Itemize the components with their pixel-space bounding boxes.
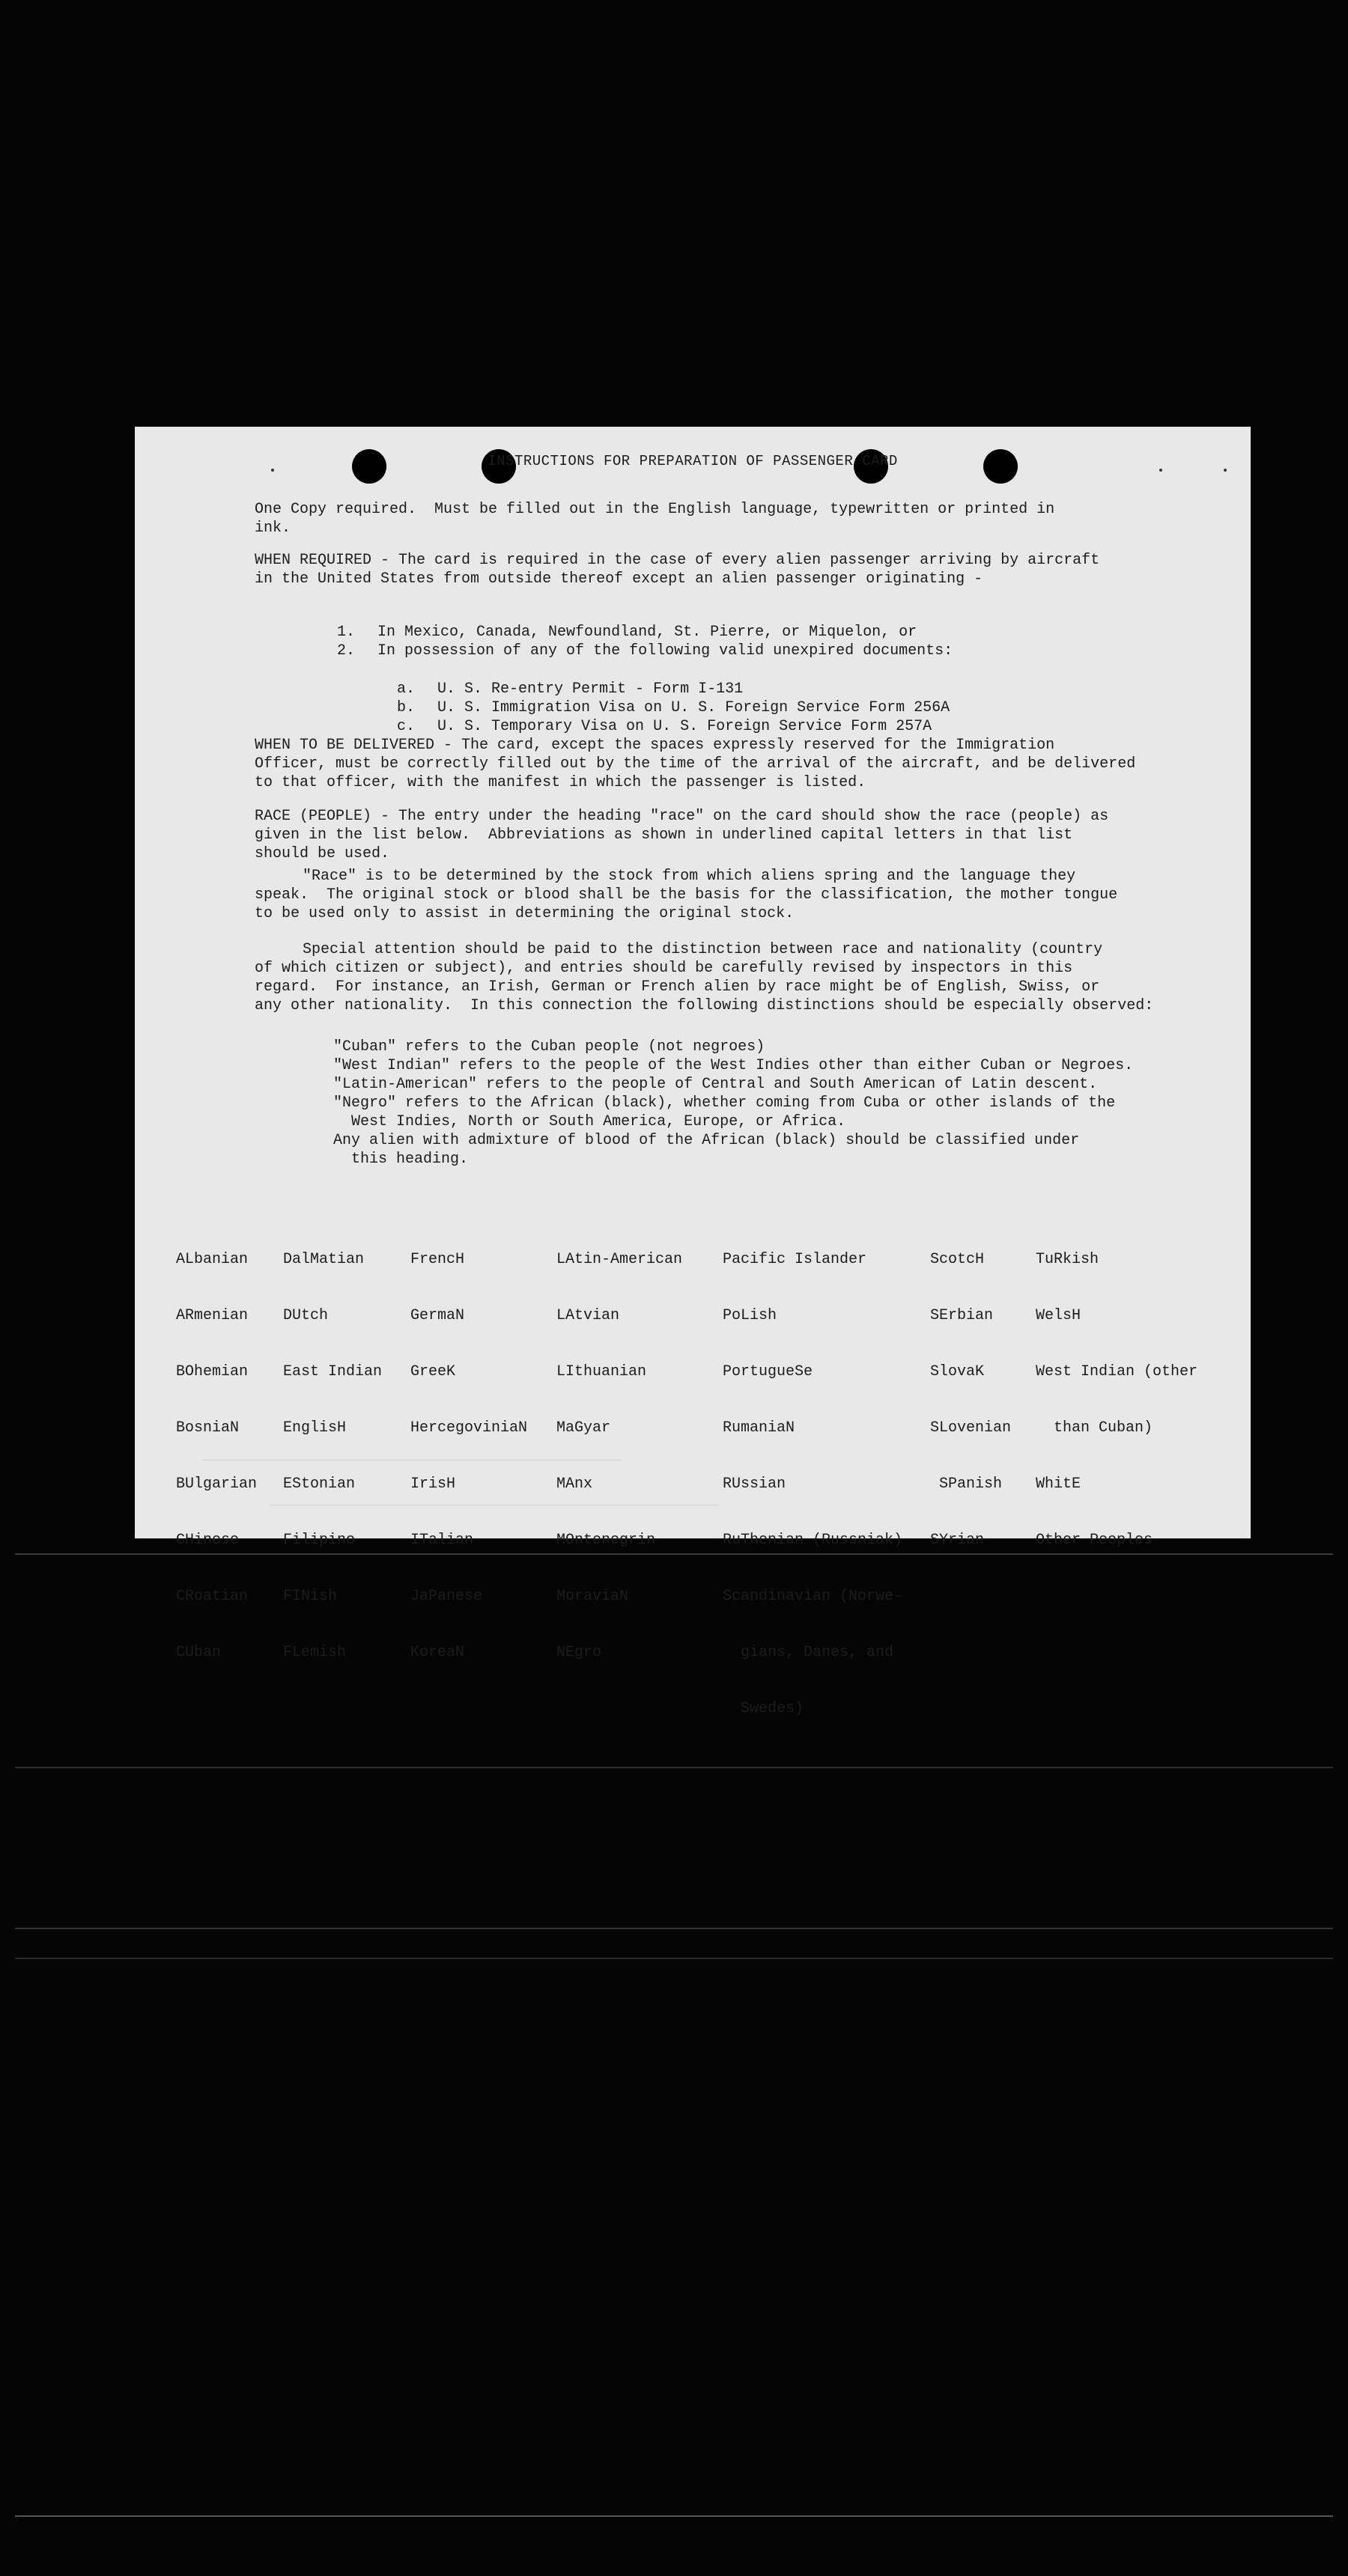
race-entry: EStonian xyxy=(283,1476,356,1493)
scan-artifact-line xyxy=(15,1928,1333,1929)
race-entry: PoLish xyxy=(723,1307,777,1324)
document-item: a. U. S. Re-entry Permit - Form I-131 xyxy=(397,680,744,698)
race-entry: BOhemian xyxy=(176,1363,249,1380)
race-entry: WelsH xyxy=(1036,1307,1081,1324)
race-entry: WhitE xyxy=(1036,1476,1081,1493)
race-entry: ALbanian xyxy=(176,1251,249,1268)
race-entry: MaGyar xyxy=(556,1419,611,1437)
race-entry: SErbian xyxy=(930,1307,994,1324)
document-item: b. U. S. Immigration Visa on U. S. Foreign Service Form 256A xyxy=(397,699,950,716)
race-entry: RumaniaN xyxy=(723,1419,795,1437)
race-entry: CRoatian xyxy=(176,1588,249,1605)
scan-artifact-line xyxy=(15,2515,1333,2517)
distinctions-list: "Cuban" refers to the Cuban people (not negroes) "West Indian" refers to the people of the West Indies other than either Cuban or Negroes. "Latin-American" refers to the people of Central and South American of Latin descent. "Negro" refers to the African (black), whether coming from Cuba or other islands of the West Indies, North or South America, Europe, or Africa. Any alien with admixture of blood of the African (black) should be classified under this heading. xyxy=(333,1038,1134,1168)
race-entry: GreeK xyxy=(410,1363,456,1380)
race-entry: Filipino xyxy=(283,1532,356,1549)
race-entry: KoreaN xyxy=(410,1644,465,1661)
race-entry: JaPanese xyxy=(410,1588,483,1605)
race-entry: BUlgarian xyxy=(176,1476,258,1493)
race-column xyxy=(283,1213,382,1699)
race-entry: RUssian xyxy=(723,1476,786,1493)
race-entry: MOntenegrin xyxy=(556,1532,656,1549)
special-attention-paragraph: Special attention should be paid to the distinction between race and nationality (country of which citizen or subject), and entries should be carefully revised by inspectors in this regard. For instance, an Irish, German or French alien by race might be of English, Swiss, or any other nationality. In this connection the following distinctions should be especially observed: xyxy=(255,941,1154,1014)
race-people-paragraph: RACE (PEOPLE) - The entry under the heading "race" on the card should show the race (people) as given in the list below. Abbreviations as shown in underlined capital letters in that list should be used. xyxy=(255,808,1109,862)
race-entry: SlovaK xyxy=(930,1363,985,1380)
race-column xyxy=(176,1213,257,1699)
race-entry: DalMatian xyxy=(283,1251,365,1268)
document-item: c. U. S. Temporary Visa on U. S. Foreign Service Form 257A xyxy=(397,718,932,735)
race-entry: RuThenian (Russniak) xyxy=(723,1532,903,1549)
race-column xyxy=(556,1213,682,1699)
scan-artifact-line xyxy=(15,1767,1333,1768)
document-title: INSTRUCTIONS FOR PREPARATION OF PASSENGER CARD xyxy=(488,453,898,469)
race-entry: PortugueSe xyxy=(723,1363,813,1380)
race-entry: ARmenian xyxy=(176,1307,249,1324)
race-entry: NEgro xyxy=(556,1644,602,1661)
race-entry: West Indian (other xyxy=(1036,1363,1198,1380)
race-column xyxy=(723,1213,902,1756)
race-entry: IrisH xyxy=(410,1476,456,1493)
race-entry: FLemish xyxy=(283,1644,347,1661)
bleed-through-mark xyxy=(202,1460,622,1461)
race-entry: CHinese xyxy=(176,1532,240,1549)
race-entry: LIthuanian xyxy=(556,1363,647,1380)
race-entry: SLovenian xyxy=(930,1419,1012,1437)
when-required-paragraph: WHEN REQUIRED - The card is required in the case of every alien passenger arriving by aircraft in the United States from outside thereof except an alien passenger originating - xyxy=(255,552,1100,588)
race-entry: gians, Danes, and xyxy=(723,1644,894,1661)
exception-item: 1. In Mexico, Canada, Newfoundland, St. Pierre, or Miquelon, or xyxy=(337,624,917,641)
exception-item: 2. In possession of any of the following valid unexpired documents: xyxy=(337,642,953,660)
race-entry: CUban xyxy=(176,1644,222,1661)
race-entry: LAtin-American xyxy=(556,1251,683,1268)
race-entry: Pacific Islander xyxy=(723,1251,867,1268)
race-entry: SPanish xyxy=(930,1476,1003,1493)
race-entry: ScotcH xyxy=(930,1251,985,1268)
race-entry: TuRkish xyxy=(1036,1251,1099,1268)
race-entry: DUtch xyxy=(283,1307,329,1324)
race-entry: Scandinavian (Norwe- xyxy=(723,1588,903,1605)
race-entry: Other Peoples xyxy=(1036,1532,1153,1549)
race-entry: Swedes) xyxy=(723,1700,804,1717)
race-entry: East Indian xyxy=(283,1363,383,1380)
when-delivered-paragraph: WHEN TO BE DELIVERED - The card, except the spaces expressly reserved for the Immigration Officer, must be correctly filled out by the time of the arrival of the aircraft, and be delivered to that officer, with the manifest in which the passenger is listed. xyxy=(255,737,1136,791)
race-entry: LAtvian xyxy=(556,1307,620,1324)
race-entry: HercegoviniaN xyxy=(410,1419,528,1437)
race-column xyxy=(1036,1213,1197,1587)
race-column xyxy=(410,1213,527,1699)
race-entry: SYrian xyxy=(930,1532,985,1549)
race-entry: GermaN xyxy=(410,1307,465,1324)
race-entry: than Cuban) xyxy=(1036,1419,1153,1437)
race-entry: FINish xyxy=(283,1588,338,1605)
race-entry: BosniaN xyxy=(176,1419,240,1437)
race-entry: MAnx xyxy=(556,1476,593,1493)
race-entry: MoraviaN xyxy=(556,1588,629,1605)
race-entry: ITalian xyxy=(410,1532,474,1549)
intro-paragraph: One Copy required. Must be filled out in the English language, typewritten or printed in ink. xyxy=(255,501,1055,537)
scan-artifact-line xyxy=(15,1958,1333,1959)
race-definition-paragraph: "Race" is to be determined by the stock from which aliens spring and the language they speak. The original stock or blood shall be the basis for the classification, the mother tongue to be used only to assist in determining the original stock. xyxy=(255,868,1118,922)
race-entry: FrencH xyxy=(410,1251,465,1268)
race-entry: EnglisH xyxy=(283,1419,347,1437)
race-column xyxy=(930,1213,1011,1587)
document-page xyxy=(135,427,1251,1717)
